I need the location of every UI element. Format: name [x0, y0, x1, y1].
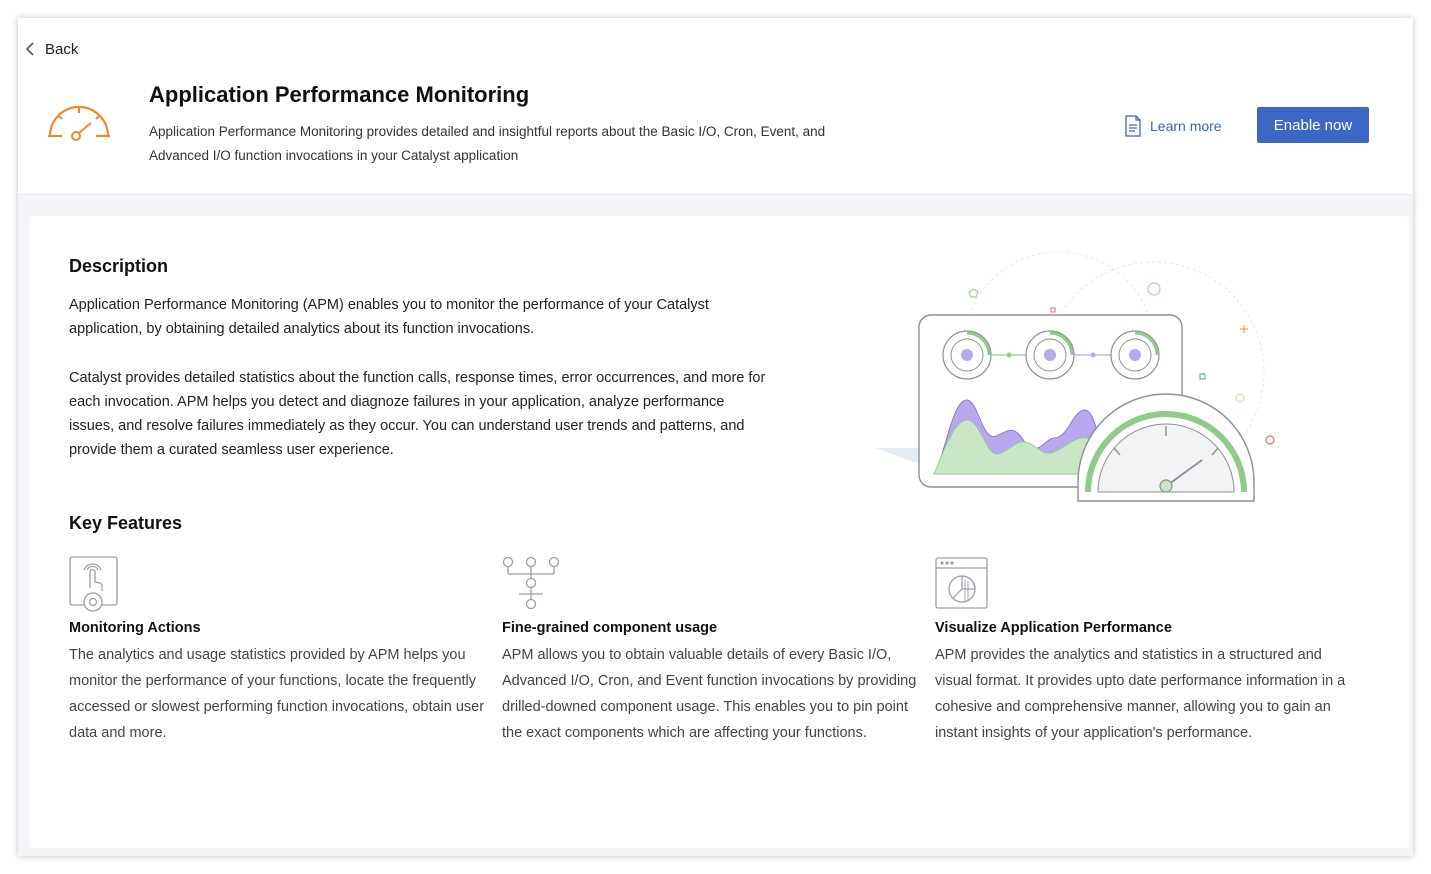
- feature-text: The analytics and usage statistics provided by APM helps you monitor the performance of your functions, locate the frequently accessed or slowest performing function invocations, obtain user data and more.: [69, 647, 485, 741]
- feature-card: [69, 556, 489, 746]
- feature-title: Monitoring Actions: [69, 620, 201, 636]
- back-link[interactable]: [22, 38, 78, 60]
- content-card: [29, 216, 1409, 848]
- monitoring-touch-icon: [69, 556, 129, 612]
- page-title: Application Performance Monitoring: [149, 82, 530, 107]
- gauge-logo-icon: [46, 102, 112, 146]
- apm-illustration: [874, 252, 1294, 512]
- feature-card: [935, 556, 1355, 746]
- feature-text: APM provides the analytics and statistics in a structured and visual format. It provides upto date performance information in a cohesive and comprehensive manner, allowing you to gain an instant insights of your application's performance.: [935, 647, 1346, 741]
- page-header: [18, 18, 1413, 195]
- page-subtitle: Application Performance Monitoring provides detailed and insightful reports about the Basic I/O, Cron, Event, and Advanced I/O function invocations in your Catalyst application: [149, 124, 826, 163]
- feature-card: [502, 556, 922, 746]
- enable-now-button[interactable]: Enable now: [1257, 107, 1369, 143]
- learn-more-link[interactable]: [1124, 114, 1222, 138]
- apm-window: [18, 18, 1413, 856]
- document-icon: [1124, 115, 1142, 137]
- component-tree-icon: [502, 556, 562, 612]
- back-label: Back: [45, 40, 79, 58]
- description-paragraph-1: Application Performance Monitoring (APM) enables you to monitor the performance of your Catalyst application, by obtaining detailed analytics about its function invocations.: [69, 297, 709, 337]
- feature-text: APM allows you to obtain valuable details of every Basic I/O, Advanced I/O, Cron, and Event function invocations by providing drilled-downed component usage. This enables you to pin point the exact components which are affecting your functions.: [502, 647, 917, 741]
- pie-window-icon: [935, 556, 995, 612]
- feature-title: Visualize Application Performance: [935, 620, 1172, 636]
- key-features-heading: Key Features: [69, 513, 183, 533]
- chevron-left-icon: [22, 40, 40, 58]
- feature-title: Fine-grained component usage: [502, 620, 718, 636]
- description-paragraph-2: Catalyst provides detailed statistics about the function calls, response times, error occurrences, and more for each invocation. APM helps you detect and diagnoze failures in your application, analyze performance issues, and resolve failures immediately as they occur. You can understand user trends and patterns, and provide them a curated seamless user experience.: [69, 370, 766, 458]
- description-heading: Description: [69, 256, 169, 276]
- learn-more-label: Learn more: [1150, 118, 1222, 134]
